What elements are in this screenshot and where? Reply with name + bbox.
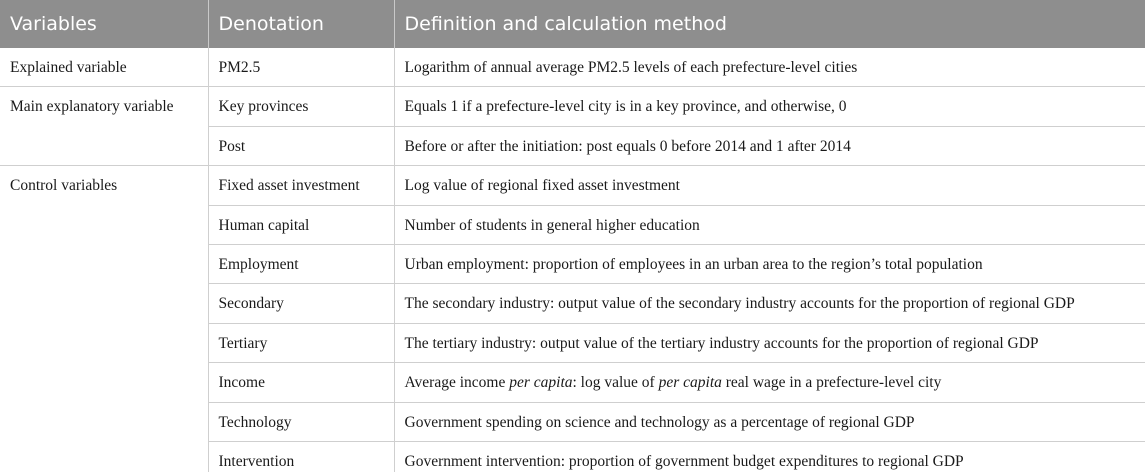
definition-cell: Log value of regional fixed asset investment (394, 166, 1145, 205)
denotation-cell: PM2.5 (208, 48, 394, 87)
table-row (0, 87, 1145, 126)
variable-cell: Control variables (0, 166, 208, 205)
header-row (0, 0, 1145, 48)
table-row (0, 205, 1145, 244)
denotation-cell: Post (208, 126, 394, 165)
definition-cell: Government intervention: proportion of government budget expenditures to regional GDP (394, 441, 1145, 472)
header-variables: Variables (0, 0, 208, 48)
denotation-cell: Fixed asset investment (208, 166, 394, 205)
denotation-cell: Income (208, 363, 394, 402)
table-row (0, 48, 1145, 87)
table-row (0, 363, 1145, 402)
definition-cell: Equals 1 if a prefecture-level city is in a key province, and otherwise, 0 (394, 87, 1145, 126)
definition-text: real wage in a prefecture-level city (721, 374, 942, 392)
variable-cell (0, 402, 208, 441)
variable-cell (0, 205, 208, 244)
definition-cell: Number of students in general higher education (394, 205, 1145, 244)
variable-cell (0, 244, 208, 283)
table-row (0, 323, 1145, 362)
variable-cell (0, 284, 208, 323)
definition-italic-text: per capita (509, 374, 573, 392)
variable-cell (0, 363, 208, 402)
table-row (0, 402, 1145, 441)
variable-cell: Main explanatory variable (0, 87, 208, 126)
table-row (0, 166, 1145, 205)
variable-cell (0, 126, 208, 165)
variable-cell: Explained variable (0, 48, 208, 87)
table-row (0, 284, 1145, 323)
variable-cell (0, 323, 208, 362)
definition-cell: Logarithm of annual average PM2.5 levels of each prefecture-level cities (394, 48, 1145, 87)
denotation-cell: Tertiary (208, 323, 394, 362)
denotation-cell: Intervention (208, 441, 394, 472)
header-denotation: Denotation (208, 0, 394, 48)
table-row (0, 441, 1145, 472)
definition-cell: The secondary industry: output value of the secondary industry accounts for the proportion of regional GDP (394, 284, 1145, 323)
definition-cell: Before or after the initiation: post equals 0 before 2014 and 1 after 2014 (394, 126, 1145, 165)
denotation-cell: Secondary (208, 284, 394, 323)
variable-cell (0, 441, 208, 472)
table-row (0, 244, 1145, 283)
definition-cell: The tertiary industry: output value of the tertiary industry accounts for the proportion of regional GDP (394, 323, 1145, 362)
definition-cell: Urban employment: proportion of employees in an urban area to the region’s total population (394, 244, 1145, 283)
definition-italic-text: per capita (658, 374, 722, 392)
definition-cell (394, 363, 1145, 402)
header-definition: Definition and calculation method (394, 0, 1145, 48)
denotation-cell: Employment (208, 244, 394, 283)
definition-cell: Government spending on science and technology as a percentage of regional GDP (394, 402, 1145, 441)
denotation-cell: Human capital (208, 205, 394, 244)
denotation-cell: Key provinces (208, 87, 394, 126)
table-row (0, 126, 1145, 165)
definition-text: : log value of (572, 374, 659, 392)
denotation-cell: Technology (208, 402, 394, 441)
definition-text: Average income (404, 374, 510, 392)
